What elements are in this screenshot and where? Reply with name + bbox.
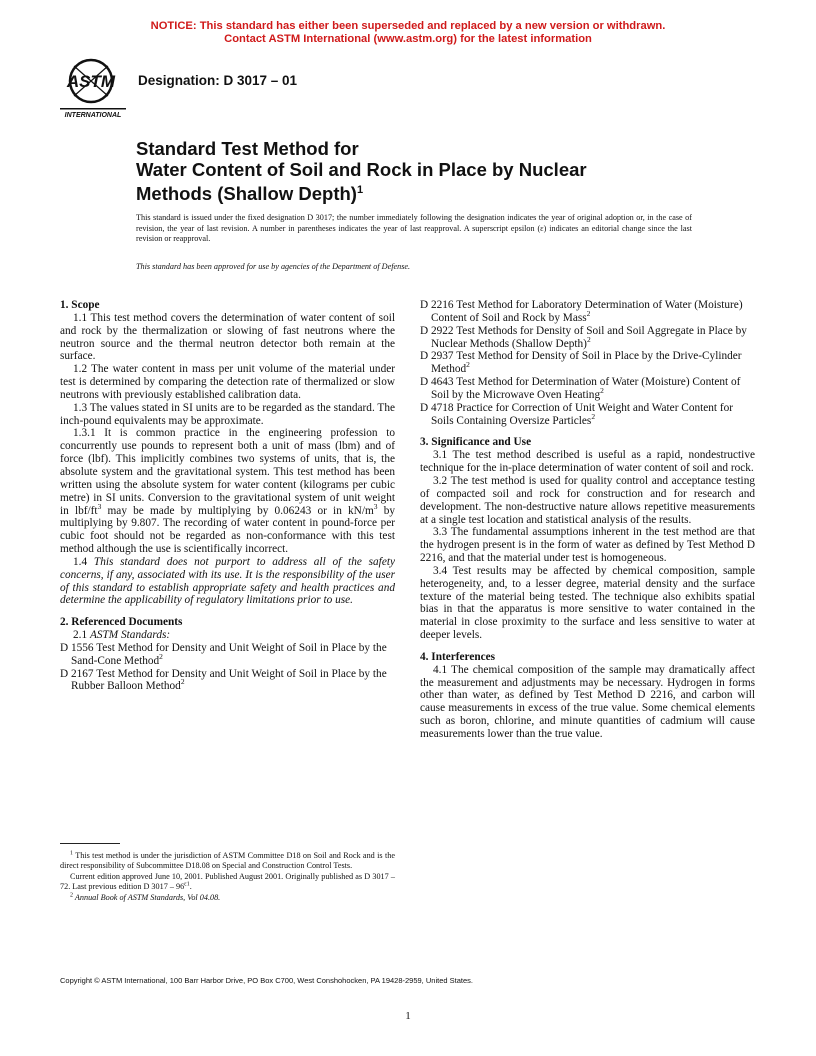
title-line-2: Water Content of Soil and Rock in Place by Nuclear [136, 159, 587, 180]
footnote-1: $^1$ This test method is under the jurisdiction of ASTM Committee D18 on Soil and Rock and is the direct responsibility of Subcommittee D18.08 on Special and Construction Control Tests. [60, 850, 395, 871]
document-title [136, 138, 696, 204]
paragraph-3-2: 3.2 The test method is used for quality control and acceptance testing of compacted soil and rock for construction and for research and development. The non-destructive nature allows repetitive measurements at a single test location and statistical analysis of the results. [420, 474, 755, 526]
paragraph-1-2: 1.2 The water content in mass per unit volume of the material under test is determined by comparing the detection rate of thermalized or slow neutrons with previously established calibration data. [60, 363, 395, 401]
paragraph-1-4: 1.4 This standard does not purport to address all of the safety concerns, if any, associated with its use. It is the responsibility of the user of this standard to establish appropriate safety and health practices and determine the applicability of regulatory limitations prior to use. [60, 555, 395, 607]
footnote-divider [60, 843, 120, 844]
reference-item: D 2922 Test Methods for Density of Soil and Soil Aggregate in Place by Nuclear Methods (Shallow Depth)$^2$ [420, 324, 747, 350]
section-heading-referenced-documents: 2. Referenced Documents [60, 616, 183, 629]
paragraph-4-1: 4.1 The chemical composition of the sample may dramatically affect the measurement and adjustments may be necessary. Hydrogen in forms other than water, as defined by Test Method D 2216, and carbon will cause measurements in excess of the true value. Some chemical elements such as boron, chlorine, and minute quantities of cadmium will cause measurements lower than the true value. [420, 663, 755, 740]
paragraph-1-3: 1.3 The values stated in SI units are to be regarded as the standard. The inch-pound equivalents may be approximate. [60, 401, 395, 427]
footnotes [60, 851, 395, 903]
notice-line-2: Contact ASTM International (www.astm.org) for the latest information [224, 33, 592, 45]
reference-item: D 4718 Practice for Correction of Unit Weight and Water Content for Soils Containing Oversize Particles$^2$ [420, 401, 734, 427]
dod-approval-note: This standard has been approved for use by agencies of the Department of Defense. [136, 262, 411, 271]
footnote-2: $^2$ Annual Book of ASTM Standards, Vol 04.08. [70, 891, 221, 902]
reference-item: D 2167 Test Method for Density and Unit Weight of Soil in Place by the Rubber Balloon Method$^2$ [60, 667, 387, 693]
section-heading-significance: 3. Significance and Use [420, 436, 532, 449]
paragraph-3-1: 3.1 The test method described is useful as a rapid, nondestructive technique for the in-place determination of water content of soil and rock. [420, 449, 755, 475]
paragraph-1-3-1: 1.3.1 It is common practice in the engineering profession to concurrently use pounds to represent both a unit of mass (lbm) and of force (lbf). This implicitly combines two systems of units, that is, the absolute system and the gravitational system. This test method has been written using the absolute system for water content (kilograms per cubic metre) in SI units. Conversion to the gravitational system of unit weight in lbf/$ft^3$ may be made by multiplying by 0.06243 or in $kN/m^3$ by multiplying by 9.807. The recording of water content in pound-force per cubic foot should not be regarded as non-conformance with this test method although the use is scientifically incorrect. [60, 427, 396, 556]
left-column [60, 299, 395, 693]
right-column [420, 299, 755, 741]
title-line-1: Standard Test Method for [136, 138, 359, 159]
title-footnote-mark: 1 [356, 184, 364, 196]
copyright-notice: Copyright © ASTM International, 100 Barr Harbor Drive, PO Box C700, West Conshohocken, PA 19428-2959, United States. [60, 976, 473, 985]
reference-item: D 4643 Test Method for Determination of Water (Moisture) Content of Soil by the Microwave Oven Heating$^2$ [420, 376, 741, 401]
title-line-3: Methods (Shallow Depth)$^1$ [136, 183, 364, 205]
page-number: 1 [405, 1010, 411, 1022]
designation: Designation: D 3017 – 01 [138, 73, 298, 88]
paragraph-3-3: 3.3 The fundamental assumptions inherent in the test method are that the hydrogen present is in the form of water as defined by Test Method D 2216, and that the material under test is homogeneous. [420, 526, 755, 565]
astm-logo-subtext: INTERNATIONAL [64, 112, 122, 119]
astm-logo [58, 54, 128, 120]
astm-logo-text: ASTM [66, 72, 116, 91]
paragraph-3-4: 3.4 Test results may be affected by chemical composition, sample heterogeneity, and, to a lesser degree, material density and the surface texture of the material being tested. The technique also exhibits spatial bias in that the apparatus is more sensitive to water contained in the material in close proximity to the surface and less sensitive to water at deeper levels. [420, 564, 755, 642]
paragraph-1-1: 1.1 This test method covers the determination of water content of soil and rock by the thermalization or slowing of fast neutrons where the neutron source and the thermal neutron detector both remain at the surface. [60, 311, 395, 363]
issue-note: This standard is issued under the fixed designation D 3017; the number immediately following the designation indicates the year of original adoption or, in the case of revision, the year of last revision. A number in parentheses indicates the year of last reapproval. A superscript epsilon (ε) indicates an editorial change since the last revision or reapproval. [136, 213, 692, 244]
reference-item: D 2216 Test Method for Laboratory Determination of Water (Moisture) Content of Soil and Rock by Mass$^2$ [420, 299, 743, 324]
reference-item: D 2937 Test Method for Density of Soil in Place by the Drive-Cylinder Method$^2$ [420, 350, 742, 376]
subsection-2-1: 2.1 ASTM Standards: [73, 629, 171, 642]
footnote-1-edition: Current edition approved June 10, 2001. Published August 2001. Originally published as D 3017 – 72. Last previous edition D $3017 - 96^{\varepsilon 1}$. [60, 871, 395, 892]
section-heading-scope: 1. Scope [60, 299, 100, 311]
notice-banner [0, 20, 816, 46]
section-heading-interferences: 4. Interferences [420, 650, 496, 663]
notice-line-1: NOTICE: This standard has either been superseded and replaced by a new version or withdrawn. [150, 20, 666, 32]
reference-item: D 1556 Test Method for Density and Unit Weight of Soil in Place by the Sand-Cone Method$^2$ [60, 641, 387, 667]
